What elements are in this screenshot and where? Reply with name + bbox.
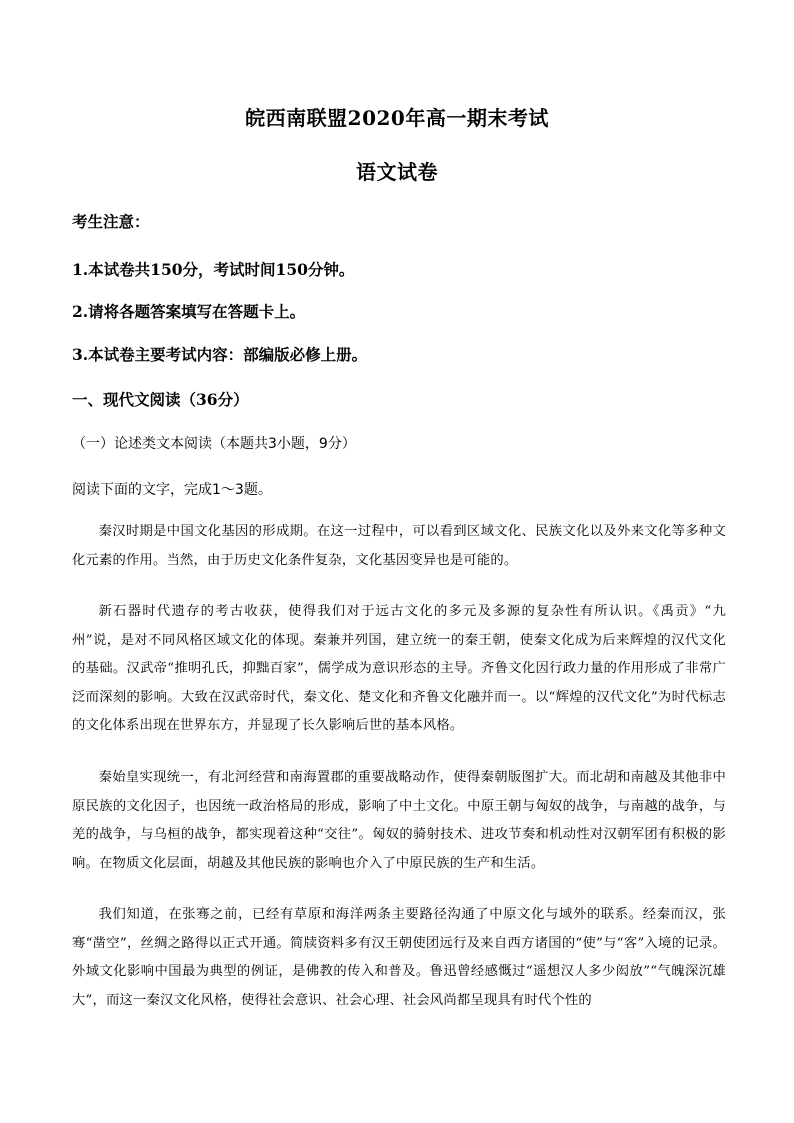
passage-paragraph [72,901,726,1015]
notice-item-1: 1.本试卷共150分，考试时间150分钟。 [72,260,355,279]
section-heading: 一、现代文阅读（36分） [72,390,249,409]
paragraph-2-text: 新石器时代遗存的考古收获，使得我们对于远古文化的多元及多源的复杂性有所认识。《禹贡》“九州”说，是对不同风格区域文化的体现。秦兼并列国，建立统一的秦王朝，使秦文化成为后来辉煌的汉代文化的基础。汉武帝“推明孔氏，抑黜百家”，儒学成为意识形态的主导。齐鲁文化因行政力量的作用形成了非常广泛而深刻的影响。大致在汉武帝时代，秦文化、楚文化和齐鲁文化融并而一。以“辉煌的汉代文化”为时代标志的文化体系出现在世界东方，并显现了长久影响后世的基本风格。 [72,604,726,733]
notice-item-2: 2.请将各题答案填写在答题卡上。 [72,302,306,321]
sub-section-heading: （一）论述类文本阅读（本题共3小题，9分） [72,436,356,452]
passage-paragraph [72,518,726,575]
paragraph-4-text: 我们知道，在张骞之前，已经有草原和海洋两条主要路径沟通了中原文化与域外的联系。经秦而汉，张骞“凿空”，丝绸之路得以正式开通。简牍资料多有汉王朝使团远行及来自西方诸国的“使”与“客”入境的记录。外域文化影响中国最为典型的例证，是佛教的传入和普及。鲁迅曾经感慨过“遥想汉人多少闳放”“气魄深沉雄大”，而这一秦汉文化风格，使得社会意识、社会心理、社会风尚都呈现具有时代个性的 [72,907,726,1008]
paragraph-1-text: 秦汉时期是中国文化基因的形成期。在这一过程中，可以看到区域文化、民族文化以及外来文化等多种文化元素的作用。当然，由于历史文化条件复杂，文化基因变异也是可能的。 [72,524,726,568]
exam-title: 皖西南联盟2020年高一期末考试 [245,106,549,130]
notice-heading: 考生注意： [72,212,150,231]
exam-subtitle: 语文试卷 [356,160,438,184]
reading-instruction: 阅读下面的文字，完成1～3题。 [72,482,272,498]
paragraph-3-text: 秦始皇实现统一，有北河经营和南海置郡的重要战略动作，使得秦朝版图扩大。而北胡和南越及其他非中原民族的文化因子，也因统一政治格局的形成，影响了中土文化。中原王朝与匈奴的战争，与南越的战争，与羌的战争，与乌桓的战争，都实现着这种“交往”。匈奴的骑射技术、进攻节奏和机动性对汉朝军团有积极的影响。在物质文化层面，胡越及其他民族的影响也介入了中原民族的生产和生活。 [72,770,726,871]
notice-item-3: 3.本试卷主要考试内容：部编版必修上册。 [72,345,368,364]
passage-paragraph [72,598,726,741]
passage-paragraph [72,764,726,878]
